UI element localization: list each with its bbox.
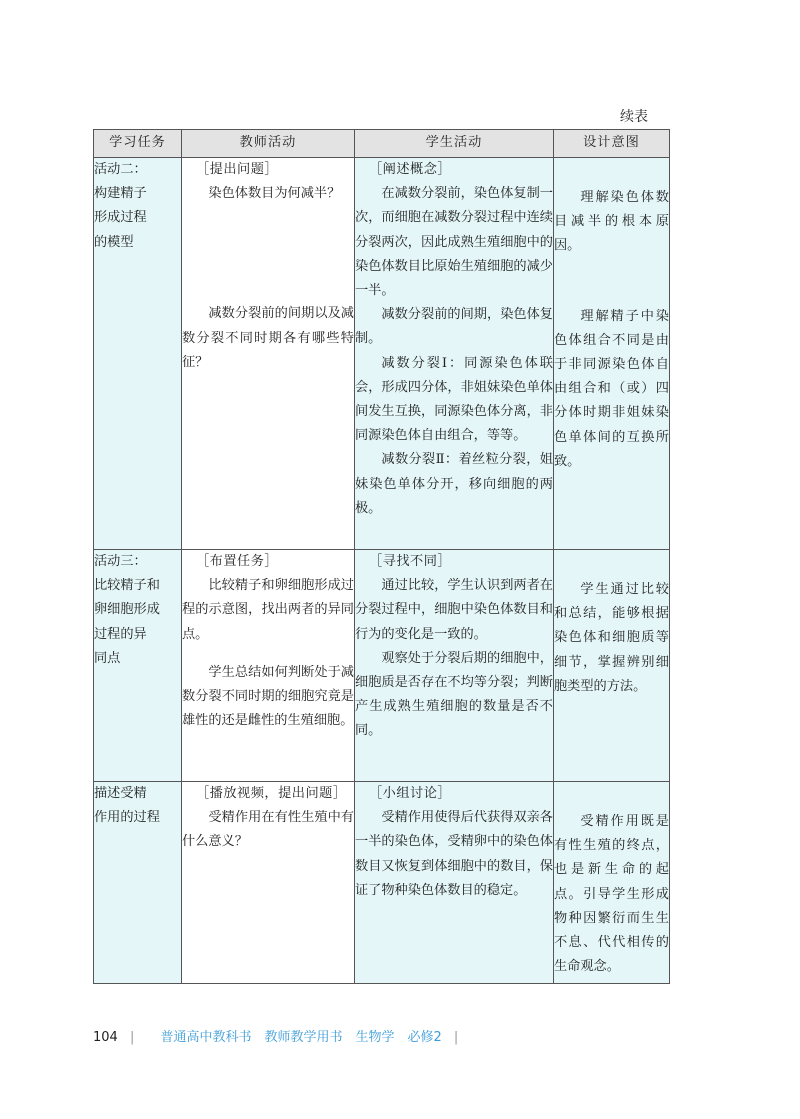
teacher-text: 学生总结如何判断处于减数分裂不同时期的细胞究竟是雄性的还是雌性的生殖细胞。: [182, 664, 354, 729]
intent-cell: [554, 782, 670, 984]
student-text: 减数分裂Ⅱ：着丝粒分裂，姐妹染色单体分开，移向细胞的两极。: [355, 452, 553, 516]
header-intent: 设计意图: [554, 130, 670, 158]
task-cell: 活动二： 构建精子 形成过程 的模型: [94, 158, 182, 550]
activity-tag: ［小组讨论］: [369, 786, 452, 801]
page-number: 104: [93, 1030, 118, 1045]
teacher-text: 染色体数目为何减半？: [208, 186, 341, 202]
header-task: 学习任务: [94, 130, 182, 158]
page-footer: [93, 1026, 458, 1045]
student-text: 减数分裂前的间期，染色体复制。: [355, 307, 553, 347]
student-activity-cell: [355, 782, 554, 984]
teacher-activity-cell: [182, 158, 355, 550]
student-text: 通过比较，学生认识到两者在分裂过程中，细胞中染色体数目和行为的变化是一致的。: [355, 578, 553, 642]
teacher-text: 减数分裂前的间期以及减数分裂不同时期各有哪些特征？: [182, 306, 354, 370]
teacher-activity-cell: [182, 782, 355, 984]
student-text: 受精作用使得后代获得双亲各一半的染色体，受精卵中的染色体数目又恢复到体细胞中的数目，保证了物种染色体数目的稳定。: [355, 810, 553, 898]
intent-text: 理解精子中染色体组合不同是由于非同源染色体自由组合和（或）四分体时期非姐妹染色单体间的互换所致。: [554, 308, 669, 469]
activity-tag: ［布置任务］: [196, 554, 279, 569]
student-activity-cell: [355, 158, 554, 550]
student-text: 观察处于分裂后期的细胞中，细胞质是否存在不均等分裂；判断产生成熟生殖细胞的数量是否不同。: [355, 650, 553, 739]
header-student: 学生活动: [355, 130, 554, 158]
activity-tag: ［寻找不同］: [369, 554, 452, 569]
lesson-table: [93, 129, 670, 984]
activity-tag: ［播放视频，提出问题］: [196, 786, 347, 801]
teacher-activity-cell: [182, 550, 355, 782]
table-header-row: [94, 130, 670, 158]
intent-text: 理解染色体数目减半的根本原因。: [554, 190, 669, 254]
intent-cell: [554, 158, 670, 550]
header-teacher: 教师活动: [182, 130, 355, 158]
table-row: [94, 158, 670, 550]
table-row: [94, 782, 670, 984]
intent-cell: [554, 550, 670, 782]
footer-divider: |: [453, 1030, 459, 1045]
activity-tag: ［阐述概念］: [369, 162, 452, 177]
activity-tag: ［提出问题］: [196, 162, 279, 177]
book-title: 普通高中教科书 教师教学用书 生物学 必修2: [160, 1030, 442, 1045]
intent-text: 学生通过比较和总结，能够根据染色体和细胞质等细节，掌握辨别细胞类型的方法。: [554, 582, 669, 694]
teacher-text: 比较精子和卵细胞形成过程的示意图，找出两者的异同点。: [182, 578, 354, 642]
table-row: [94, 550, 670, 782]
intent-text: 受精作用既是有性生殖的终点，也是新生命的起点。引导学生形成物种因繁衍而生生不息、代代相传的生命观念。: [554, 814, 669, 975]
continued-label: 续表: [620, 109, 648, 125]
task-cell: 活动三： 比较精子和 卵细胞形成 过程的异 同点: [94, 550, 182, 782]
student-text: 减数分裂Ⅰ：同源染色体联会，形成四分体，非姐妹染色单体间发生互换，同源染色体分离，非同源染色体自由组合，等等。: [355, 355, 553, 444]
student-activity-cell: [355, 550, 554, 782]
teacher-text: 受精作用在有性生殖中有什么意义？: [182, 810, 354, 850]
footer-divider: |: [129, 1030, 135, 1045]
student-text: 在减数分裂前，染色体复制一次，而细胞在减数分裂过程中连续分裂两次，因此成熟生殖细胞中的染色体数目比原始生殖细胞的减少一半。: [355, 186, 553, 299]
task-cell: 描述受精 作用的过程: [94, 782, 182, 984]
